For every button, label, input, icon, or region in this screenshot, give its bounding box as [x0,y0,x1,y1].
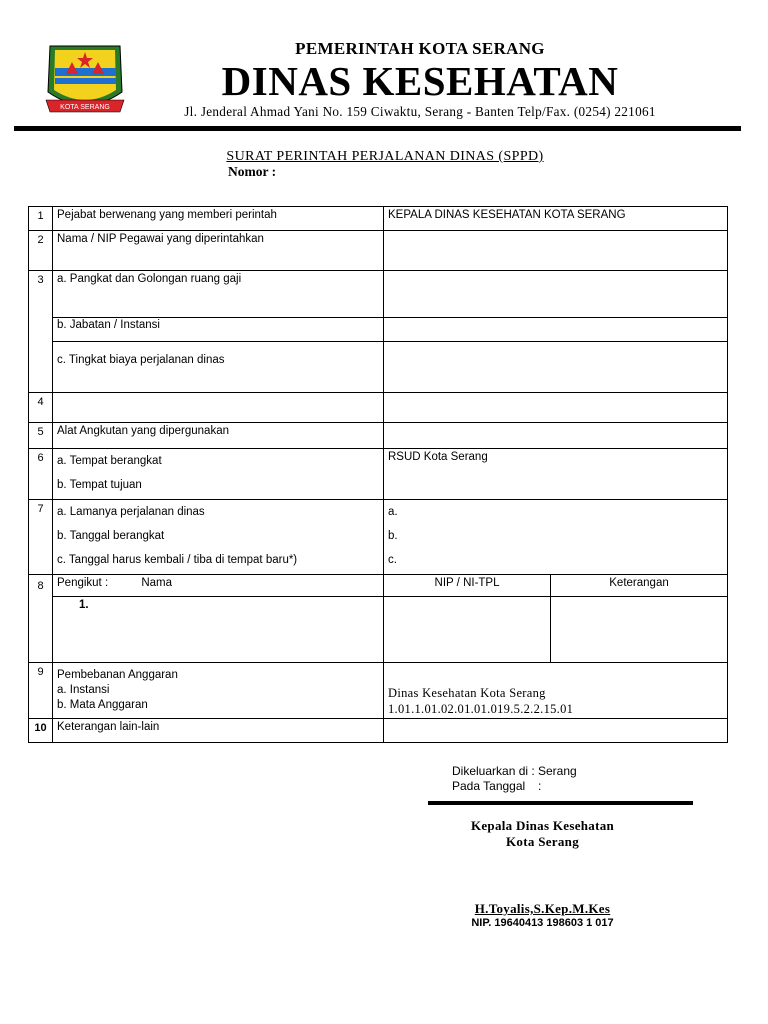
signatory-title-line: Kota Serang [506,834,579,849]
svg-text:KOTA SERANG: KOTA SERANG [60,104,110,111]
row-label [53,500,384,575]
follower-nip-value [384,597,551,663]
row-value: KEPALA DINAS KESEHATAN KOTA SERANG [384,207,728,231]
row-number: 6 [29,449,53,500]
destination-label: b. Tempat tujuan [57,479,142,491]
follower-label: Pengikut : [57,577,109,589]
departure-date-value: b. [388,530,398,542]
row-value [384,423,728,449]
follower-notes-header: Keterangan [551,575,728,597]
row-number: 4 [29,393,53,423]
departure-date-label: b. Tanggal berangkat [57,530,165,542]
table-row [29,423,728,449]
signature-divider [428,801,693,805]
return-date-value: c. [388,554,397,566]
budget-account-label: b. Mata Anggaran [57,699,148,711]
government-name: PEMERINTAH KOTA SERANG [295,39,545,58]
departure-place-label: a. Tempat berangkat [57,455,162,467]
agency-name: DINAS KESEHATAN [221,58,619,104]
row-number: 1 [29,207,53,231]
row-value [384,719,728,743]
row-value [384,271,728,318]
row-label [53,449,384,500]
row-label [53,393,384,423]
document-title: SURAT PERINTAH PERJALANAN DINAS (SPPD) [226,149,544,164]
letterhead-divider [14,126,741,131]
issued-at-label: Dikeluarkan di : [452,764,535,778]
row-label: Keterangan lain-lain [53,719,384,743]
return-date-label: c. Tanggal harus kembali / tiba di tempat baru*) [57,554,298,566]
table-row [29,663,728,719]
row-number: 10 [29,719,53,743]
row-label [53,663,384,719]
follower-name-header: Nama [141,577,173,589]
table-row [29,719,728,743]
document-number-label: Nomor : [228,164,277,179]
signatory-nip: NIP. 19640413 198603 1 017 [471,917,614,929]
row-value [384,318,728,342]
table-row [29,231,728,271]
row-label: c. Tingkat biaya perjalanan dinas [53,342,384,393]
table-row [29,271,728,318]
row-label [53,575,384,597]
issue-date-label: Pada Tanggal [452,779,526,793]
row-value [384,393,728,423]
table-row [29,342,728,393]
issued-at-value: Serang [538,764,577,778]
signatory-title-line: Kepala Dinas Kesehatan [470,818,615,833]
row-number: 2 [29,231,53,271]
signatory-title [440,818,645,850]
row-number [29,575,53,663]
row-value [384,500,728,575]
table-row [29,449,728,500]
row-label: a. Pangkat dan Golongan ruang gaji [53,271,384,318]
row-label: Nama / NIP Pegawai yang diperintahkan [53,231,384,271]
departure-place-value: RSUD Kota Serang [384,449,728,500]
follower-nip-header: NIP / NI-TPL [384,575,551,597]
signatory-name: H.Toyalis,S.Kep.M.Kes [474,901,611,916]
row-number: 9 [29,663,53,719]
row-label: b. Jabatan / Instansi [53,318,384,342]
row-number: 7 [29,500,53,575]
budget-agency-label: a. Instansi [57,684,110,696]
row-number: 3 [29,271,53,393]
trip-duration-label: a. Lamanya perjalanan dinas [57,506,205,518]
table-row [29,393,728,423]
budget-agency-value: Dinas Kesehatan Kota Serang [388,686,546,700]
row-label: Alat Angkutan yang dipergunakan [53,423,384,449]
table-row [29,597,728,663]
budget-label: Pembebanan Anggaran [57,669,178,681]
table-row [29,318,728,342]
row-number: 5 [29,423,53,449]
follower-item: 1. [53,597,384,663]
follower-notes-value [551,597,728,663]
issuance-info [452,764,577,794]
row-number-text: 8 [37,579,44,592]
table-row [29,575,728,597]
row-value [384,342,728,393]
agency-address: Jl. Jenderal Ahmad Yani No. 159 Ciwaktu, Serang - Banten Telp/Fax. (0254) 221061 [184,104,656,119]
trip-duration-value: a. [388,506,398,518]
sppd-form-table [28,206,728,743]
row-value [384,231,728,271]
budget-account-value: 1.01.1.01.02.01.01.019.5.2.2.15.01 [388,702,574,716]
issue-date-colon: : [538,779,542,793]
city-emblem-logo [42,40,128,120]
row-value [384,663,728,719]
row-label: Pejabat berwenang yang memberi perintah [53,207,384,231]
table-row [29,500,728,575]
table-row [29,207,728,231]
